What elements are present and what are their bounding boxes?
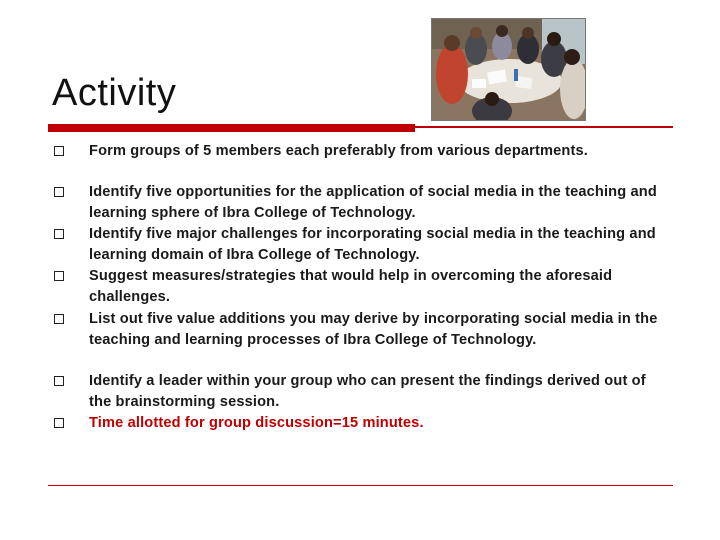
slide-title: Activity bbox=[52, 72, 177, 114]
bullet-square-icon bbox=[54, 187, 64, 197]
bullet-item: Suggest measures/strategies that would help in overcoming the aforesaid challenges. bbox=[89, 268, 613, 305]
bullet-item: List out five value additions you may derive by incorporating social media in the teaching and learning processes of Ibra College of Technology. bbox=[89, 311, 658, 348]
bullet-item: Identify five opportunities for the application of social media in the teaching and learning sphere of Ibra College of Technology. bbox=[89, 184, 657, 221]
bullet-item: Form groups of 5 members each preferably from various departments. bbox=[89, 143, 588, 159]
bullet-item: Identify a leader within your group who can present the findings derived out of the brainstorming session. bbox=[89, 373, 646, 410]
bullet-square-icon bbox=[54, 314, 64, 324]
bullet-item-time-allotted: Time allotted for group discussion=15 minutes. bbox=[89, 415, 424, 431]
bullet-square-icon bbox=[54, 271, 64, 281]
bullet-square-icon bbox=[54, 376, 64, 386]
bullet-square-icon bbox=[54, 146, 64, 156]
footer-divider-line bbox=[48, 485, 673, 486]
bullet-square-icon bbox=[54, 229, 64, 239]
bullet-item: Identify five major challenges for incorporating social media in the teaching and learning domain of Ibra College of Technology. bbox=[89, 226, 656, 263]
bullet-square-icon bbox=[54, 418, 64, 428]
